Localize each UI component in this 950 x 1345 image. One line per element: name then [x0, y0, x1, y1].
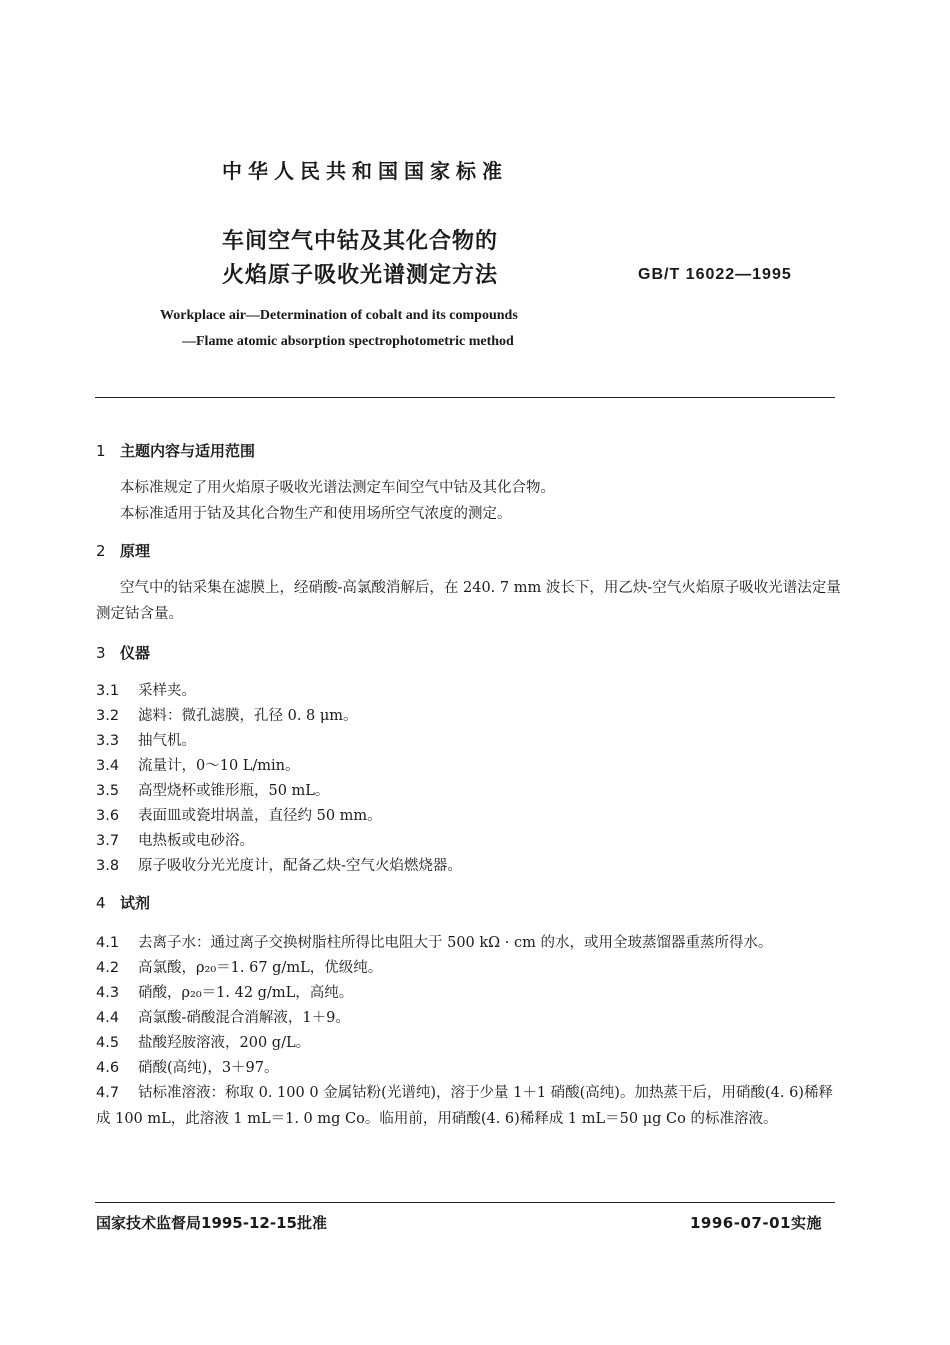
list-item [96, 955, 844, 981]
item-number: 3.5 [96, 783, 120, 799]
item-text: 抽气机。 [138, 733, 196, 749]
item-number: 3.8 [96, 858, 120, 874]
section-number: 2 [96, 542, 106, 560]
list-item [96, 1030, 844, 1056]
english-title-line-1: Workplace air—Determination of cobalt and its compounds [160, 308, 518, 323]
item-number: 4.5 [96, 1035, 120, 1051]
section-number: 3 [96, 644, 106, 662]
list-item [96, 703, 844, 729]
item-number: 4.2 [96, 960, 120, 976]
section-title: 原理 [120, 542, 151, 560]
section-title: 主题内容与适用范围 [120, 442, 256, 460]
list-item [96, 828, 844, 854]
item-text: 盐酸羟胺溶液，200 g/L。 [138, 1035, 311, 1051]
section-2-heading [96, 540, 150, 561]
list-item [96, 803, 844, 829]
item-text: 滤料：微孔滤膜，孔径 0. 8 μm。 [138, 708, 358, 724]
item-number: 3.1 [96, 683, 120, 699]
item-number: 4.4 [96, 1010, 120, 1026]
item-number: 4.7 [96, 1085, 120, 1101]
list-item [96, 1005, 844, 1031]
item-text: 原子吸收分光光度计，配备乙炔-空气火焰燃烧器。 [138, 858, 462, 874]
list-item [96, 753, 844, 779]
item-text: 硝酸，ρ₂₀＝1. 42 g/mL，高纯。 [138, 985, 354, 1001]
item-number: 4.6 [96, 1060, 120, 1076]
item-text: 高氯酸，ρ₂₀＝1. 67 g/mL，优级纯。 [138, 960, 383, 976]
section-title: 仪器 [120, 644, 151, 662]
standard-number: GB/T 16022—1995 [638, 266, 792, 283]
list-item [96, 1080, 844, 1132]
section-3-heading [96, 642, 150, 663]
item-text: 电热板或电砂浴。 [138, 833, 254, 849]
item-number: 3.6 [96, 808, 120, 824]
list-item [96, 930, 844, 956]
item-text: 高氯酸-硝酸混合消解液，1＋9。 [138, 1010, 350, 1026]
item-text: 硝酸(高纯)，3＋97。 [138, 1060, 279, 1076]
approval-date: 国家技术监督局1995-12-15批准 [96, 1214, 327, 1232]
item-number: 3.7 [96, 833, 120, 849]
national-standard-heading: 中华人民共和国国家标准 [222, 159, 508, 183]
header-divider [95, 397, 835, 398]
section-4-heading [96, 892, 150, 913]
list-item [96, 980, 844, 1006]
item-text: 表面皿或瓷坩埚盖，直径约 50 mm。 [138, 808, 382, 824]
item-number: 4.1 [96, 935, 120, 951]
section-number: 1 [96, 442, 106, 460]
item-text: 高型烧杯或锥形瓶，50 mL。 [138, 783, 330, 799]
item-number: 4.3 [96, 985, 120, 1001]
section-number: 4 [96, 894, 106, 912]
english-title-line-2: —Flame atomic absorption spectrophotometric method [182, 334, 514, 349]
list-item [96, 1055, 844, 1081]
title-line-1: 车间空气中钴及其化合物的 [222, 229, 499, 254]
footer-divider [95, 1202, 835, 1203]
item-number: 3.3 [96, 733, 120, 749]
section-1-paragraph-2: 本标准适用于钴及其化合物生产和使用场所空气浓度的测定。 [120, 506, 512, 522]
item-text: 钴标准溶液：称取 0. 100 0 金属钴粉(光谱纯)，溶于少量 1＋1 硝酸(高纯)。加热蒸干后，用硝酸(4. 6)稀释成 100 mL，此溶液 1 mL＝1. 0 mg Co。临用前，用硝酸(4. 6)稀释成 1 mL＝50 μg Co 的标准溶液。 [96, 1085, 833, 1127]
title-line-2: 火焰原子吸收光谱测定方法 [222, 263, 499, 288]
item-text: 去离子水：通过离子交换树脂柱所得比电阻大于 500 kΩ · cm 的水，或用全玻蒸馏器重蒸所得水。 [138, 935, 773, 951]
implementation-date: 1996-07-01实施 [690, 1214, 822, 1232]
section-1-heading [96, 440, 255, 461]
section-title: 试剂 [120, 894, 151, 912]
item-text: 采样夹。 [138, 683, 196, 699]
list-item [96, 778, 844, 804]
item-text: 流量计，0～10 L/min。 [138, 758, 300, 774]
item-number: 3.2 [96, 708, 120, 724]
section-1-paragraph-1: 本标准规定了用火焰原子吸收光谱法测定车间空气中钴及其化合物。 [120, 480, 555, 496]
item-number: 3.4 [96, 758, 120, 774]
list-item [96, 853, 844, 879]
list-item [96, 678, 844, 704]
section-2-paragraph-1: 空气中的钴采集在滤膜上，经硝酸-高氯酸消解后，在 240. 7 mm 波长下，用乙炔-空气火焰原子吸收光谱法定量测定钴含量。 [96, 580, 841, 622]
list-item [96, 728, 844, 754]
